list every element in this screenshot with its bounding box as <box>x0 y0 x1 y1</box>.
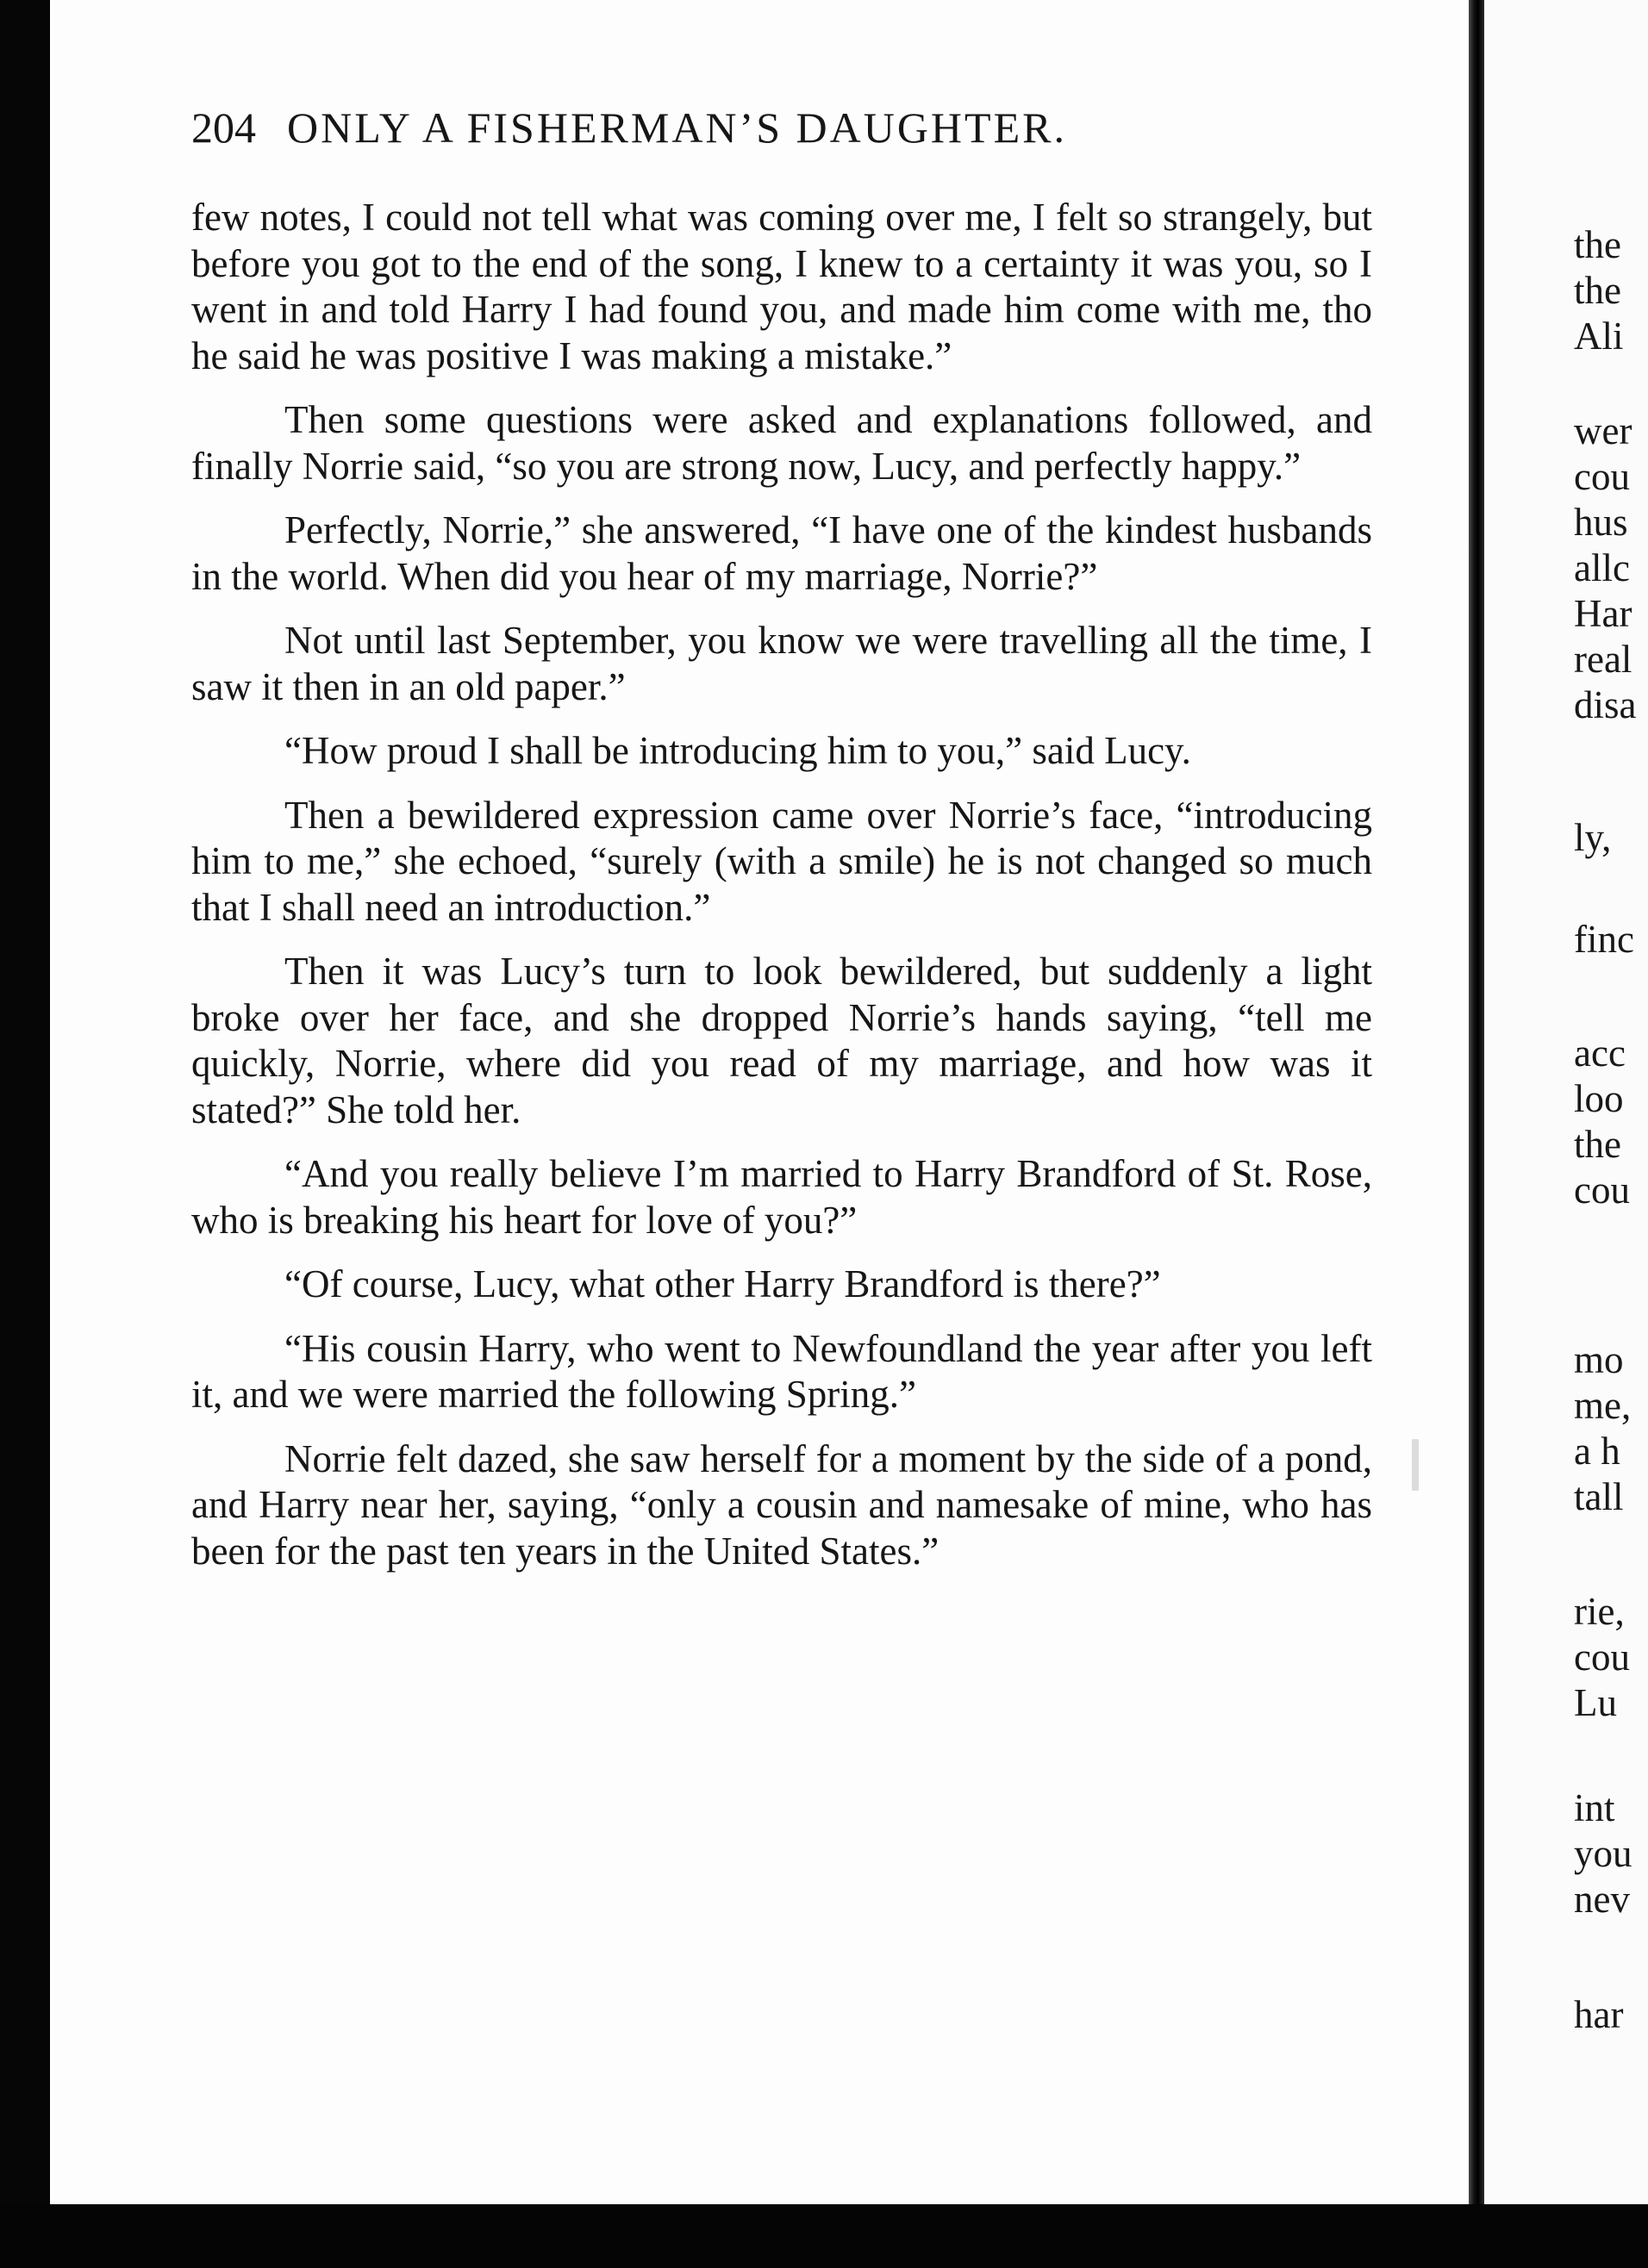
facing-page-line: acc <box>1574 1031 1626 1075</box>
facing-page-line: har <box>1574 1993 1624 2036</box>
page-number: 204 <box>191 103 256 152</box>
paragraph: “His cousin Harry, who went to Newfoundland the year after you left it, and we were married the following Spring.” <box>191 1326 1372 1416</box>
paragraph: “How proud I shall be introducing him to you,” said Lucy. <box>284 729 1191 772</box>
facing-page-line: the <box>1574 269 1621 312</box>
body-text <box>191 195 1372 1592</box>
facing-page-line: real <box>1574 638 1632 681</box>
paper-blemish <box>1412 1439 1419 1491</box>
facing-page-line: Har <box>1574 592 1632 635</box>
facing-page-line: cou <box>1574 455 1630 498</box>
book-gutter <box>1469 0 1484 2223</box>
scan-border-left <box>0 0 50 2268</box>
paragraph: “And you really believe I’m married to Harry Brandford of St. Rose, who is breaking his heart for love of you?” <box>191 1152 1372 1242</box>
facing-page-line: hus <box>1574 501 1628 544</box>
running-head <box>191 102 1381 153</box>
paragraph: Not until last September, you know we were travelling all the time, I saw it then in an old paper.” <box>191 619 1372 708</box>
paragraph: few notes, I could not tell what was coming over me, I felt so strangely, but before you got to the end of the song, I knew to a certainty it was you, so I went in and told Harry I had found you, and made him come with me, tho he said he was positive I was making a mistake.” <box>191 196 1372 377</box>
facing-page-line: you <box>1574 1832 1632 1875</box>
paragraph: Then a bewildered expression came over Norrie’s face, “introducing him to me,” she echoed, “surely (with a smile) he is not changed so much that I shall need an introduction.” <box>191 793 1372 929</box>
facing-page-line: wer <box>1574 409 1632 452</box>
facing-page-line: rie, <box>1574 1590 1625 1633</box>
facing-page-line: Ali <box>1574 315 1624 358</box>
paragraph: Perfectly, Norrie,” she answered, “I have one of the kindest husbands in the world. When did you hear of my marriage, Norrie?” <box>191 508 1372 598</box>
facing-page-line: finc <box>1574 918 1634 961</box>
facing-page-line: int <box>1574 1786 1615 1829</box>
facing-page-line: tall <box>1574 1475 1624 1518</box>
facing-page-line: cou <box>1574 1636 1630 1679</box>
facing-page-line: the <box>1574 1123 1621 1166</box>
facing-page-line: ly, <box>1574 816 1612 859</box>
facing-page-line: the <box>1574 223 1621 266</box>
paragraph: “Of course, Lucy, what other Harry Brandford is there?” <box>284 1262 1161 1305</box>
facing-page-line: mo <box>1574 1338 1624 1381</box>
facing-page-line: cou <box>1574 1168 1630 1212</box>
facing-page-line: Lu <box>1574 1681 1617 1724</box>
facing-page-line: allc <box>1574 546 1630 589</box>
paragraph: Then it was Lucy’s turn to look bewildered, but suddenly a light broke over her face, and she dropped Norrie’s hands saying, “tell me quickly, Norrie, where did you read of my marriage, and how was it stated?” She told her. <box>191 950 1372 1131</box>
facing-page-line: disa <box>1574 683 1637 726</box>
facing-page-line: nev <box>1574 1878 1630 1921</box>
scan-border-bottom <box>0 2204 1648 2268</box>
facing-page-line: me, <box>1574 1384 1632 1427</box>
book-title: ONLY A FISHERMAN’S DAUGHTER. <box>287 103 1067 152</box>
facing-page-line: a h <box>1574 1430 1620 1473</box>
paragraph: Then some questions were asked and explanations followed, and finally Norrie said, “so you are strong now, Lucy, and perfectly happy.” <box>191 398 1372 488</box>
paragraph: Norrie felt dazed, she saw herself for a moment by the side of a pond, and Harry near her, saying, “only a cousin and namesake of mine, who has been for the past ten years in the United States.” <box>191 1436 1372 1573</box>
facing-page-line: loo <box>1574 1077 1624 1120</box>
